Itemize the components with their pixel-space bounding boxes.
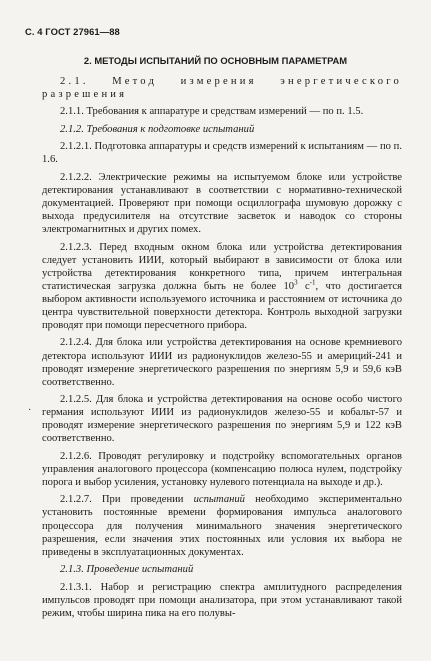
section-title: 2. МЕТОДЫ ИСПЫТАНИЙ ПО ОСНОВНЫМ ПАРАМЕТРАМ bbox=[83, 55, 348, 66]
document-body bbox=[42, 75, 402, 624]
paragraph-2-1-1: 2.1.1. Требования к аппаратуре и средствам измерений — по п. 1.5. bbox=[60, 106, 364, 118]
margin-mark: · bbox=[28, 405, 32, 416]
paragraph-2-1-2-4: 2.1.2.4. Для блока или устройства детектирования на основе кремниевого детектора используют ИИИ из радионуклидов железо-55 и америций-241 и проводят измерение энергетического разрешения по энергиям 5,9 и 59,6 кэВ соответственно. bbox=[42, 337, 402, 388]
p2123-part-b: с bbox=[297, 280, 310, 292]
p2123-part-a: 2.1.2.3. Перед входным окном блока или устройства детектирования следует установить ИИИ, который выбирают в зависимости от блока или устройства детектирования конкретного типа, причем интегральная статистическая загрузка должна быть не более 10 bbox=[42, 241, 402, 292]
p2127-part-b: необходимо экспериментально установить постоянные времени формирования импульса аналогового процессора для получения минимального значения энергетического разрешения, если значения этих постоянных или условия их выбора не приведены в эксплуатационных документах. bbox=[42, 494, 402, 558]
paragraph-2-1: 2.1. Метод измерения энергетического разрешения bbox=[42, 76, 402, 101]
paragraph-2-1-2-2: 2.1.2.2. Электрические режимы на испытуемом блоке или устройстве детектирования устанавливают в соответствии с нормативно-технической документацией. Проверяют при помощи осциллографа шумовую дорожку с выхода предусилителя на отсутствие засветок и наводок со стороны электромагнитных и других помех. bbox=[42, 171, 402, 236]
p2123-exp-3: 3 bbox=[294, 278, 298, 287]
paragraph-2-1-2-3 bbox=[42, 241, 402, 333]
p2127-italic: испытаний bbox=[193, 494, 245, 506]
p2123-exp-minus1: -1 bbox=[309, 278, 316, 287]
paragraph-2-1-2-1: 2.1.2.1. Подготовка аппаратуры и средств измерений к испытаниям — по п. 1.6. bbox=[42, 141, 402, 166]
paragraph-2-1-2-6: 2.1.2.6. Проводят регулировку и подстройку вспомогательных органов управления аналогового процессора (компенсацию полюса нулем, подстройку порога и выбор усиления, установку нулевого потенциала на выходе и др.). bbox=[42, 450, 402, 488]
page-header: С. 4 ГОСТ 27961—88 bbox=[25, 26, 120, 37]
p2127-part-a: 2.1.2.7. При проведении bbox=[60, 494, 194, 506]
paragraph-2-1-3: 2.1.3. Проведение испытаний bbox=[60, 564, 194, 576]
paragraph-2-1-2-7 bbox=[42, 493, 402, 558]
p2123-part-c: , что достигается выбором активности используемого источника и расстоянием от источника до центра чувствительной поверхности детектора. Контроль выходной загрузки проводят при помощи пересчетного прибора. bbox=[42, 280, 402, 332]
paragraph-2-1-3-1: 2.1.3.1. Набор и регистрацию спектра амплитудного распределения импульсов проводят при помощи анализатора, при этом устанавливают такой режим, чтобы ширина пика на его полувы- bbox=[42, 581, 402, 619]
paragraph-2-1-2: 2.1.2. Требования к подготовке испытаний bbox=[60, 123, 255, 135]
paragraph-2-1-2-5: 2.1.2.5. Для блока и устройства детектирования на основе особо чистого германия используют ИИИ из радионуклидов железо-55 и кобальт-57 и проводят измерение энергетического разрешения по энергиям 5,9 и 122 кэВ соответственно. bbox=[42, 394, 402, 445]
